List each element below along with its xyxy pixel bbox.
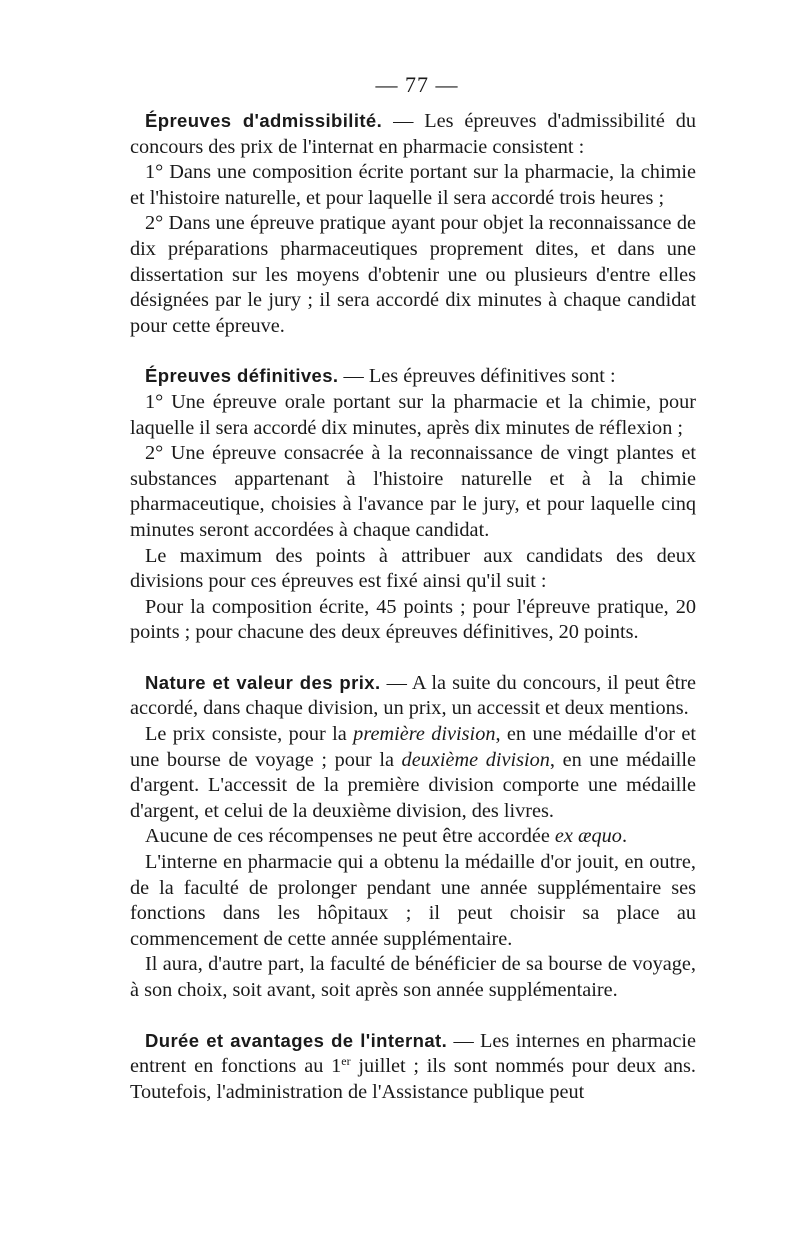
italic-text: deuxième division (401, 748, 550, 771)
paragraph (130, 824, 696, 850)
paragraph: Il aura, d'autre part, la faculté de bénéficier de sa bourse de voyage, à son choix, soit avant, soit après son année supplémentaire. (130, 953, 696, 1001)
document-page (130, 72, 696, 1105)
paragraph (130, 108, 696, 160)
paragraph-text: , en une médaille d'or et une bourse de voyage ; pour la (130, 723, 697, 771)
list-item: 1° Dans une composition écrite portant sur la pharmacie, la chimie et l'histoire naturelle, et pour laquelle il sera accordé trois heures ; (130, 161, 696, 209)
section-nature (130, 670, 696, 1004)
paragraph (130, 670, 696, 722)
page-number: — 77 — (375, 72, 459, 97)
italic-text: première division (353, 723, 496, 746)
superscript: er (341, 1054, 351, 1069)
list-item: 2° Une épreuve consacrée à la reconnaissance de vingt plantes et substances appartenant à l'histoire naturelle et à la chimie pharmaceutique, choisies à l'avance par le jury, et pour laquelle cinq minutes seront accordées à chaque candidat. (130, 442, 696, 541)
paragraph (130, 1028, 696, 1106)
paragraph-text: , en une médaille d'argent. L'accessit de la première division comporte une médaille d'argent, et celui de la deuxième division, des livres. (130, 748, 696, 822)
section-duree (130, 1028, 696, 1106)
list-item: 1° Une épreuve orale portant sur la pharmacie et la chimie, pour laquelle il sera accordé dix minutes, après dix minutes de réflexion ; (130, 390, 696, 439)
paragraph: Pour la composition écrite, 45 points ; pour l'épreuve pratique, 20 points ; pour chacune des deux épreuves définitives, 20 points. (130, 595, 696, 644)
paragraph (130, 722, 696, 824)
paragraph: Le maximum des points à attribuer aux candidats des deux divisions pour ces épreuves est fixé ainsi qu'il suit : (130, 544, 696, 593)
section-heading: Épreuves d'admissibilité. (145, 110, 383, 131)
paragraph-text: Aucune de ces récompenses ne peut être accordée (145, 825, 555, 848)
section-heading: Durée et avantages de l'internat. (145, 1029, 448, 1051)
paragraph: L'interne en pharmacie qui a obtenu la médaille d'or jouit, en outre, de la faculté de prolonger pendant une année supplémentaire ses fonctions dans les hôpitaux ; il peut choisir sa place au commencement de cette année supplémentaire. (130, 851, 696, 950)
section-heading: Nature et valeur des prix. (145, 671, 381, 693)
section-definitives (130, 363, 696, 646)
paragraph-text: juillet ; ils sont nommés pour deux ans. Toutefois, l'administration de l'Assistance publique peut (130, 1055, 696, 1103)
section-admissibilite (130, 108, 696, 339)
list-item: 2° Dans une épreuve pratique ayant pour objet la reconnaissance de dix préparations pharmaceutiques proprement dites, et dans une dissertation sur les moyens d'obtenir une ou plusieurs d'entre elles désignées par le jury ; il sera accordé dix minutes à chaque candidat pour cette épreuve. (130, 212, 696, 337)
paragraph-text: — A la suite du concours, il peut être accordé, dans chaque division, un prix, un accessit et deux mentions. (130, 671, 696, 720)
paragraph-text: — Les internes en pharmacie entrent en fonctions au 1 (130, 1029, 696, 1078)
section-heading: Épreuves définitives. (145, 365, 339, 387)
paragraph-text: . (621, 825, 628, 848)
paragraph-text: — Les épreuves définitives sont : (338, 365, 616, 388)
italic-text: ex æquo (554, 825, 622, 848)
paragraph (130, 363, 696, 390)
paragraph-text: — Les épreuves d'admissibilité du concours des prix de l'internat en pharmacie consistent : (130, 110, 696, 158)
paragraph-text: Le prix consiste, pour la (145, 723, 354, 746)
